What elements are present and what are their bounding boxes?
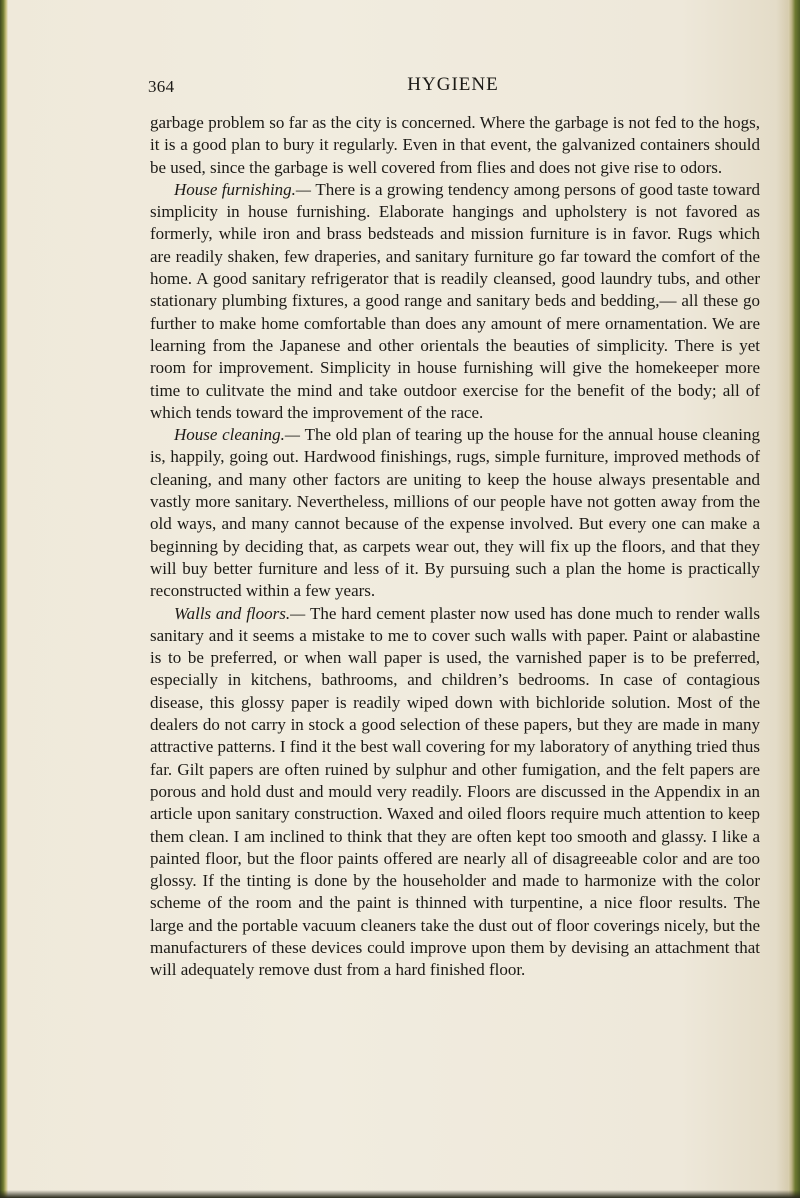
section-heading-house-cleaning: House cleaning.—: [174, 425, 305, 445]
paragraph-text: The old plan of tearing up the house for the annual house cleaning is, happily, going out. Hardwood finishings, rugs, simple furniture, improved methods of cleaning, and many other factors are uniting to keep the house always presentable and vastly more sanitary. Nevertheless, millions of our people have not gotten away from the old ways, and many cannot because of the expense involved. But every one can make a beginning by deciding that, as carpets wear out, they will fix up the floors, and that they will buy better furniture and less of it. By pursuing such a plan the home is practically reconstructed within a few years.: [150, 425, 760, 601]
paragraph-house-cleaning: [150, 424, 760, 602]
paragraph-text: garbage problem so far as the city is concerned. Where the garbage is not fed to the hogs, it is a good plan to bury it regularly. Even in that event, the galvanized containers should be used, since the garbage is well covered from flies and does not give rise to odors.: [150, 113, 760, 177]
paragraph-house-furnishing: [150, 179, 760, 424]
page-right-edge: [788, 0, 800, 1198]
body-text: [150, 112, 760, 982]
paragraph-text: There is a growing tendency among persons of good taste toward simplicity in house furnishing. Elaborate hangings and upholstery is not favored as formerly, while iron and brass bedsteads and mission furniture is in favor. Rugs which are readily shaken, few draperies, and sanitary furniture go far toward the comfort of the home. A good sanitary refrigerator that is readily cleansed, good laundry tubs, and other stationary plumbing fixtures, a good range and sanitary beds and bedding,— all these go further to make home comfortable than does any amount of mere ornamentation. We are learning from the Japanese and other orientals the beauties of simplicity. There is yet room for improvement. Simplicity in house furnishing will give the homekeeper more time to culitvate the mind and take outdoor exercise for the benefit of the body; all of which tends toward the improvement of the race.: [150, 179, 760, 422]
section-heading-house-furnishing: House furnishing.—: [174, 179, 316, 199]
running-title: HYGIENE: [407, 74, 499, 95]
page-header: [148, 74, 758, 100]
section-heading-walls-and-floors: Walls and floors.—: [174, 603, 311, 623]
paragraph-garbage: [150, 112, 760, 179]
page-bottom-edge: [0, 1190, 800, 1198]
page-left-edge: [0, 0, 8, 1198]
page-number: 364: [148, 77, 175, 96]
paragraph-text: The hard cement plaster now used has done much to render walls sanitary and it seems a mistake to me to cover such walls with paper. Paint or alabastine is to be preferred, or when wall paper is used, the varnished paper is to be preferred, especially in kitchens, bathrooms, and children’s bedrooms. In case of contagious disease, this glossy paper is readily wiped down with bichloride solution. Most of the dealers do not carry in stock a good selection of these papers, but they are made in many attractive patterns. I find it the best wall covering for my laboratory of anything tried thus far. Gilt papers are often ruined by sulphur and other fumigation, and the felt papers are porous and hold dust and mould very readily. Floors are discussed in the Appendix in an article upon sanitary construction. Waxed and oiled floors require much attention to keep them clean. I am inclined to think that they are often kept too smooth and glassy. I like a painted floor, but the floor paints offered are nearly all of disagreeable color and are too glossy. If the tinting is done by the householder and made to harmonize with the color scheme of the room and the paint is thinned with turpentine, a nice floor results. The large and the portable vacuum cleaners take the dust out of floor coverings nicely, but the manufacturers of these devices could improve upon them by devising an attachment that will adequately remove dust from a hard finished floor.: [150, 603, 760, 980]
paragraph-walls-and-floors: [150, 603, 760, 982]
